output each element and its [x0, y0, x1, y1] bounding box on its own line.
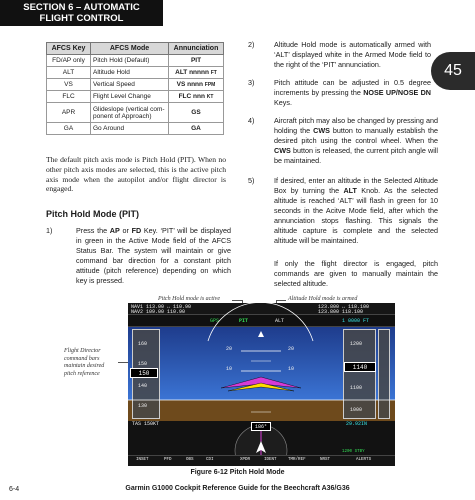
list-item: [248, 259, 438, 293]
nav2-frequency: NAV2 109.00 110.90: [131, 309, 186, 315]
annunciation-unit: FT: [210, 70, 217, 76]
table-cell-key: VS: [47, 79, 91, 91]
altitude-tick: 1200: [350, 341, 363, 347]
table-cell-mode: Vertical Speed: [91, 79, 169, 91]
transponder-code: 1200 STBY: [342, 450, 365, 454]
callout-pitch-active: Pitch Hold mode is active: [158, 296, 220, 302]
list-item-number: 5): [248, 176, 255, 185]
table-cell-annunciation: [169, 103, 224, 123]
table-cell-key: FD/AP only: [47, 55, 91, 67]
table-cell-mode: Pitch Hold (Default): [91, 55, 169, 67]
table-row: [47, 103, 224, 123]
list-item: [248, 176, 438, 258]
table-cell-key: FLC: [47, 91, 91, 103]
altitude-tick: 1100: [350, 385, 363, 391]
list-item-number: 3): [248, 78, 255, 87]
table-header-key: AFCS Key: [47, 43, 91, 55]
table-cell-mode: Glideslope (vertical com-ponent of Approach): [91, 103, 169, 123]
list-item-text: Altitude Hold mode is automatically armed with ‘ALT’ displayed white in the Armed Mode field to the right of the ‘PIT’ annunciation.: [274, 40, 431, 69]
nav1-frequency: NAV1 113.00 ↔ 110.90: [131, 304, 192, 310]
roll-pointer: [258, 331, 264, 337]
list-item-text: Aircraft pitch may also be changed by pressing and holding the CWS button to manually establish the desired pitch using the control wheel. When the CWS button is released, the current pitch angle will be maintained.: [274, 116, 438, 165]
table-cell-mode: Flight Level Change: [91, 91, 169, 103]
table-cell-annunciation: [169, 67, 224, 79]
table-header-annunciation: Annunciation: [169, 43, 224, 55]
altitude-readout: 1140: [344, 362, 376, 372]
armed-pitch-mode-annunciation: ALT: [275, 318, 285, 324]
list-item-text: If desired, enter an altitude in the Selected Altitude Box by turning the ALT Knob. As the selected altitude is reached ‘ALT’ will flash in green for 10 seconds in the Acitve Mode field, after which the annunciation stops flashing. This signals the altitude capture is complete and the selected altitude will be maintained.: [274, 176, 438, 245]
table-cell-mode: Go Around: [91, 123, 169, 135]
list-item: [46, 226, 231, 296]
table-header-mode: AFCS Mode: [91, 43, 169, 55]
list-item-text: If only the flight director is engaged, pitch commands are given to manually maintain the selected altitude.: [274, 259, 438, 288]
lateral-mode-annunciation: GPS: [210, 318, 220, 324]
section-title-line1: SECTION 6 – AUTOMATIC: [23, 2, 140, 13]
softkey-obs[interactable]: OBS: [186, 458, 194, 462]
list-item-text: Press the AP or FD Key. ‘PIT’ will be displayed in green in the Active Mode field of the AFCS Status Bar. The system will maintain or give command bar direction for a constant pitch attitude (pitch reference) depending on which key is pressed.: [76, 226, 232, 285]
annunciation-text: PIT: [190, 57, 202, 64]
true-airspeed: TAS 150KT: [132, 421, 160, 427]
pitch-axis-paragraph: The default pitch axis mode is Pitch Hold (PIT). When no other pitch axis modes are selected, this is the active pitch axis mode when the autopilot and/or flight director is engaged.: [46, 155, 226, 194]
airspeed-tick: 130: [138, 403, 148, 409]
airspeed-tick: 140: [138, 383, 148, 389]
callout-leader: [276, 300, 286, 301]
table-cell-key: ALT: [47, 67, 91, 79]
com1-frequency: 123.800 ↔ 118.100: [318, 304, 370, 310]
list-item: [248, 116, 438, 172]
list-item-number: 2): [248, 40, 255, 49]
attitude-indicator-graphics: [128, 303, 395, 466]
list-item-text: Pitch attitude can be adjusted in 0.5 degree increments by pressing the NOSE UP/NOSE DN Keys.: [274, 78, 431, 107]
softkey-alerts[interactable]: ALERTS: [356, 458, 372, 462]
page-tab-marker: 45: [431, 52, 475, 90]
table-row: [47, 123, 224, 135]
annunciation-unit: FPM: [204, 82, 216, 88]
heading-readout: 186°: [251, 422, 271, 431]
pitch-label: 20: [288, 346, 295, 352]
page-number: 6-4: [9, 486, 20, 493]
section-title-line2: FLIGHT CONTROL: [39, 13, 124, 24]
table-cell-key: APR: [47, 103, 91, 123]
table-cell-annunciation: [169, 55, 224, 67]
softkey-cdi[interactable]: CDI: [206, 458, 214, 462]
table-row: [47, 79, 224, 91]
softkey-xpdr[interactable]: XPDR: [240, 458, 251, 462]
annunciation-text: GS: [191, 109, 201, 116]
list-item: [248, 40, 431, 72]
softkey-inset[interactable]: INSET: [136, 458, 149, 462]
table-cell-annunciation: [169, 123, 224, 135]
table-row: [47, 55, 224, 67]
barometric-setting: 29.92IN: [346, 421, 368, 427]
softkey-nrst[interactable]: NRST: [320, 458, 331, 462]
pitch-label: 10: [288, 366, 295, 372]
com2-frequency: 123.800 118.100: [318, 309, 364, 315]
table-cell-annunciation: [169, 91, 224, 103]
annunciation-text: GA: [191, 125, 201, 132]
annunciation-text: VS nnnn: [176, 81, 203, 88]
callout-leader: [232, 300, 242, 301]
list-item-number: 1): [46, 226, 53, 235]
airspeed-tick: 160: [138, 341, 148, 347]
table-header-row: [47, 43, 224, 55]
altitude-tick: 1000: [350, 407, 363, 413]
callout-alt-armed: Altitude Hold mode is armed: [288, 296, 358, 302]
table-cell-key: GA: [47, 123, 91, 135]
page-footer: Garmin G1000 Cockpit Reference Guide for the Beechcraft A36/G36: [125, 485, 350, 492]
afcs-mode-table: [46, 42, 224, 135]
annunciation-unit: KT: [206, 94, 214, 100]
table-cell-mode: Altitude Hold: [91, 67, 169, 79]
selected-altitude-box: 1 0000 FT: [342, 318, 370, 324]
pitch-hold-heading: Pitch Hold Mode (PIT): [46, 209, 139, 219]
section-tab: [0, 0, 163, 26]
softkey-tmr-ref[interactable]: TMR/REF: [288, 458, 306, 462]
figure-caption: Figure 6-12 Pitch Hold Mode: [190, 469, 285, 476]
softkey-ident[interactable]: IDENT: [264, 458, 277, 462]
pfd-display: [128, 303, 395, 466]
airspeed-readout: 150: [130, 368, 158, 378]
softkey-pfd[interactable]: PFD: [164, 458, 172, 462]
airspeed-tick: 150: [138, 361, 148, 367]
table-cell-annunciation: [169, 79, 224, 91]
callout-fd-bars: Flight Director command bars maintain desired pitch reference: [64, 348, 105, 377]
pitch-label: 10: [226, 366, 233, 372]
table-row: [47, 67, 224, 79]
active-pitch-mode-annunciation: PIT: [239, 318, 249, 324]
annunciation-text: ALT nnnnn: [175, 69, 209, 76]
table-row: [47, 91, 224, 103]
annunciation-text: FLC nnn: [178, 93, 205, 100]
pitch-label: 20: [226, 346, 233, 352]
list-item: [248, 78, 431, 110]
list-item-number: 4): [248, 116, 255, 125]
